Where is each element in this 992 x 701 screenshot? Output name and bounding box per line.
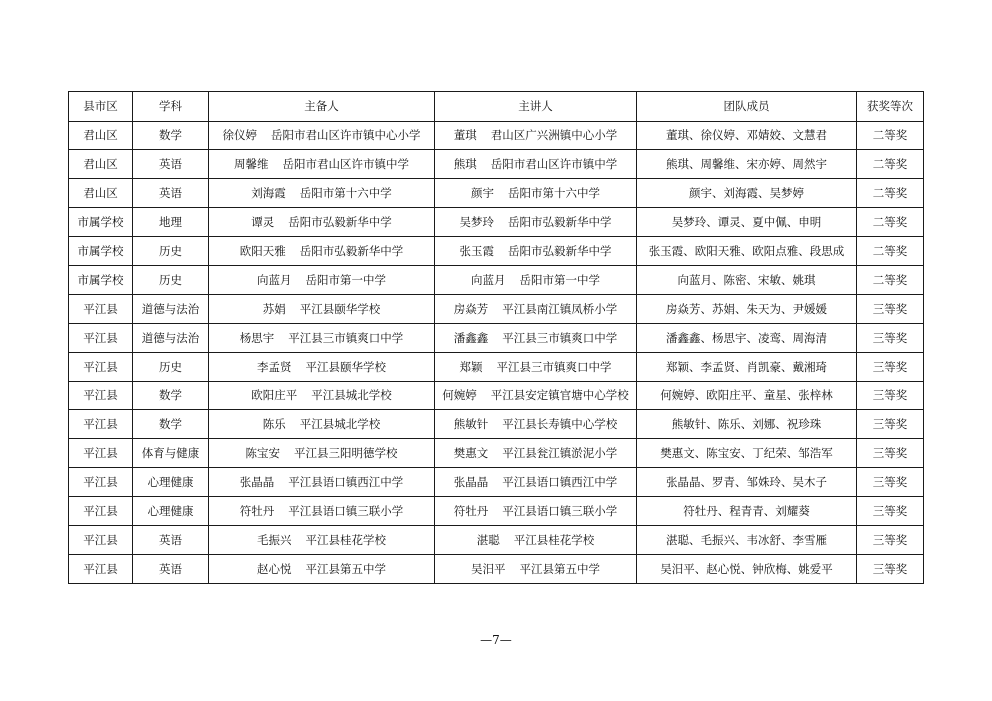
cell-award-level: 三等奖	[857, 525, 924, 554]
cell-lead-speaker-name: 颜宇	[471, 186, 494, 201]
cell-lead-preparer-school: 平江县颐华学校	[299, 301, 381, 316]
cell-lead-speaker	[435, 150, 637, 179]
cell-award-level: 二等奖	[857, 208, 924, 237]
cell-lead-speaker-name: 郑颖	[459, 359, 483, 374]
cell-lead-speaker-name: 吴梦玲	[459, 215, 494, 230]
cell-lead-preparer	[209, 554, 435, 583]
cell-lead-speaker-school: 岳阳市第十六中学	[508, 186, 600, 201]
cell-lead-preparer-name: 张晶晶	[239, 475, 275, 490]
cell-team-members: 张玉霞、欧阳天雅、欧阳点雅、段思成	[637, 237, 857, 266]
cell-subject: 历史	[133, 265, 209, 294]
cell-team-members: 熊敏针、陈乐、刘娜、祝珍珠	[637, 410, 857, 439]
cell-lead-preparer-school: 平江县颐华学校	[305, 359, 386, 374]
cell-county: 平江县	[69, 497, 133, 526]
cell-county: 市属学校	[69, 208, 133, 237]
cell-lead-preparer	[209, 121, 435, 150]
cell-lead-speaker	[435, 468, 637, 497]
table-row	[69, 554, 924, 583]
cell-lead-speaker-name: 符牡丹	[453, 504, 489, 519]
cell-lead-speaker-school: 岳阳市第一中学	[519, 272, 600, 287]
cell-lead-speaker-school: 君山区广兴洲镇中心小学	[490, 128, 618, 143]
cell-lead-preparer-school: 平江县语口镇三联小学	[288, 504, 404, 519]
cell-lead-speaker	[435, 525, 637, 554]
cell-subject: 英语	[133, 525, 209, 554]
cell-team-members: 颜宇、刘海霞、吴梦婷	[637, 179, 857, 208]
cell-subject: 数学	[133, 121, 209, 150]
header-lead-preparer: 主备人	[209, 92, 435, 122]
table-row	[69, 265, 924, 294]
cell-lead-preparer-name: 欧阳天雅	[239, 244, 286, 258]
cell-lead-speaker-name: 房焱芳	[453, 301, 489, 316]
cell-lead-preparer	[209, 410, 435, 439]
cell-lead-speaker	[435, 410, 637, 439]
table-row	[69, 208, 924, 237]
cell-lead-speaker-school: 平江县语口镇西江中学	[502, 475, 618, 490]
cell-team-members: 湛聪、毛振兴、韦冰舒、李雪雁	[637, 525, 857, 554]
cell-lead-speaker-school: 岳阳市君山区许市镇中学	[490, 157, 618, 172]
cell-award-level: 二等奖	[857, 121, 924, 150]
cell-lead-speaker	[435, 439, 637, 468]
cell-award-level: 三等奖	[857, 352, 924, 381]
cell-team-members: 樊惠文、陈宝安、丁纪荣、邹浩军	[637, 439, 857, 468]
cell-team-members: 吴汨平、赵心悦、钟欣梅、姚爱平	[637, 554, 857, 583]
cell-award-level: 二等奖	[857, 265, 924, 294]
cell-lead-speaker	[435, 323, 637, 352]
cell-lead-speaker-school: 岳阳市弘毅新华中学	[508, 244, 612, 258]
cell-lead-preparer-school: 平江县三阳明德学校	[294, 446, 398, 461]
cell-lead-preparer-name: 陈宝安	[245, 446, 280, 461]
cell-lead-preparer-school: 平江县语口镇西江中学	[288, 475, 404, 490]
cell-lead-preparer-name: 李孟贤	[257, 359, 292, 374]
cell-lead-preparer	[209, 265, 435, 294]
cell-lead-speaker-school: 平江县三市镇爽口中学	[496, 359, 612, 374]
cell-lead-speaker	[435, 497, 637, 526]
cell-county: 君山区	[69, 150, 133, 179]
cell-lead-preparer	[209, 237, 435, 266]
cell-lead-preparer	[209, 468, 435, 497]
cell-lead-speaker-name: 董琪	[453, 128, 477, 143]
cell-award-level: 三等奖	[857, 323, 924, 352]
cell-county: 平江县	[69, 410, 133, 439]
cell-lead-speaker-school: 平江县瓮江镇淤泥小学	[502, 446, 618, 461]
cell-lead-preparer-name: 谭灵	[251, 215, 275, 230]
cell-subject: 心理健康	[133, 497, 209, 526]
cell-lead-preparer-school: 岳阳市弘毅新华中学	[288, 215, 392, 230]
cell-lead-preparer	[209, 352, 435, 381]
cell-lead-speaker	[435, 554, 637, 583]
cell-county: 君山区	[69, 179, 133, 208]
cell-lead-speaker-name: 向蓝月	[471, 272, 506, 287]
cell-lead-speaker-name: 熊敏针	[453, 417, 489, 432]
cell-team-members: 向蓝月、陈密、宋敏、姚琪	[637, 265, 857, 294]
cell-county: 平江县	[69, 554, 133, 583]
cell-lead-speaker-name: 张玉霞	[459, 244, 494, 258]
cell-team-members: 董琪、徐仪婷、邓婧姣、文慧君	[637, 121, 857, 150]
cell-subject: 历史	[133, 237, 209, 266]
cell-lead-speaker-school: 平江县安定镇官塘中心学校	[490, 388, 629, 403]
cell-lead-preparer	[209, 439, 435, 468]
cell-team-members: 吴梦玲、谭灵、夏中佩、申明	[637, 208, 857, 237]
cell-lead-preparer	[209, 208, 435, 237]
cell-lead-preparer-name: 周馨维	[234, 157, 269, 172]
table-row	[69, 237, 924, 266]
cell-lead-preparer-name: 赵心悦	[257, 561, 292, 576]
cell-lead-speaker-name: 熊琪	[453, 157, 477, 172]
cell-team-members: 何婉婷、欧阳庄平、童星、张梓林	[637, 381, 857, 410]
cell-subject: 心理健康	[133, 468, 209, 497]
cell-county: 平江县	[69, 352, 133, 381]
cell-county: 平江县	[69, 468, 133, 497]
cell-lead-preparer-name: 欧阳庄平	[251, 388, 298, 403]
cell-team-members: 张晶晶、罗青、邹姝玲、吴木子	[637, 468, 857, 497]
table-row	[69, 150, 924, 179]
header-county: 县市区	[69, 92, 133, 122]
cell-lead-preparer-name: 毛振兴	[257, 532, 292, 547]
cell-lead-speaker-school: 平江县三市镇爽口中学	[502, 330, 618, 345]
cell-team-members: 潘鑫鑫、杨思宇、凌鸾、周海清	[637, 323, 857, 352]
table-header	[69, 92, 924, 122]
page-number: —7—	[480, 633, 512, 647]
header-team-members: 团队成员	[637, 92, 857, 122]
table-row	[69, 352, 924, 381]
cell-county: 市属学校	[69, 237, 133, 266]
cell-county: 平江县	[69, 439, 133, 468]
table-row	[69, 323, 924, 352]
cell-lead-speaker-name: 吴汨平	[471, 561, 506, 576]
cell-lead-speaker-name: 湛聪	[476, 532, 500, 547]
table-body	[69, 121, 924, 583]
cell-lead-speaker-school: 平江县桂花学校	[513, 532, 595, 547]
cell-lead-preparer-name: 杨思宇	[239, 330, 275, 345]
cell-team-members: 符牡丹、程青青、刘耀葵	[637, 497, 857, 526]
cell-lead-speaker-name: 何婉婷	[442, 388, 477, 403]
cell-subject: 数学	[133, 381, 209, 410]
awards-table	[68, 91, 924, 584]
cell-lead-speaker-name: 潘鑫鑫	[453, 330, 489, 345]
cell-lead-speaker-school: 平江县语口镇三联小学	[502, 504, 618, 519]
cell-lead-preparer-school: 岳阳市君山区许市镇中心小学	[271, 128, 421, 143]
cell-subject: 数学	[133, 410, 209, 439]
cell-lead-preparer	[209, 525, 435, 554]
cell-lead-preparer-school: 平江县城北学校	[299, 417, 381, 432]
cell-lead-preparer	[209, 497, 435, 526]
cell-county: 君山区	[69, 121, 133, 150]
cell-lead-preparer-name: 符牡丹	[239, 504, 275, 519]
cell-lead-preparer	[209, 150, 435, 179]
cell-subject: 历史	[133, 352, 209, 381]
cell-county: 平江县	[69, 294, 133, 323]
cell-lead-speaker	[435, 237, 637, 266]
cell-lead-speaker	[435, 208, 637, 237]
cell-lead-preparer-school: 岳阳市君山区许市镇中学	[282, 157, 409, 172]
cell-lead-speaker	[435, 294, 637, 323]
cell-lead-speaker	[435, 265, 637, 294]
cell-subject: 英语	[133, 179, 209, 208]
cell-lead-speaker-school: 岳阳市弘毅新华中学	[508, 215, 612, 230]
header-lead-speaker: 主讲人	[435, 92, 637, 122]
cell-lead-preparer-name: 刘海霞	[251, 186, 286, 201]
cell-lead-preparer-school: 岳阳市第十六中学	[299, 186, 392, 201]
cell-lead-preparer-school: 平江县三市镇爽口中学	[288, 330, 404, 345]
table-row	[69, 468, 924, 497]
cell-award-level: 三等奖	[857, 381, 924, 410]
cell-subject: 道德与法治	[133, 294, 209, 323]
cell-county: 平江县	[69, 323, 133, 352]
cell-award-level: 二等奖	[857, 237, 924, 266]
cell-lead-preparer-school: 平江县第五中学	[305, 561, 386, 576]
cell-award-level: 三等奖	[857, 468, 924, 497]
table-row	[69, 381, 924, 410]
cell-lead-speaker	[435, 179, 637, 208]
cell-lead-preparer-school: 岳阳市弘毅新华中学	[299, 244, 404, 258]
cell-award-level: 三等奖	[857, 497, 924, 526]
cell-lead-speaker-name: 樊惠文	[453, 446, 489, 461]
cell-lead-preparer-name: 苏娟	[262, 301, 286, 316]
table-row	[69, 410, 924, 439]
cell-award-level: 三等奖	[857, 410, 924, 439]
cell-award-level: 三等奖	[857, 294, 924, 323]
cell-lead-preparer-name: 徐仪婷	[222, 128, 257, 143]
cell-subject: 体育与健康	[133, 439, 209, 468]
cell-team-members: 熊琪、周馨维、宋亦婷、周然宇	[637, 150, 857, 179]
table-row	[69, 439, 924, 468]
cell-team-members: 房焱芳、苏娟、朱天为、尹媛媛	[637, 294, 857, 323]
cell-lead-speaker	[435, 352, 637, 381]
cell-award-level: 二等奖	[857, 179, 924, 208]
header-subject: 学科	[133, 92, 209, 122]
table-row	[69, 179, 924, 208]
table-row	[69, 294, 924, 323]
cell-lead-preparer-school: 岳阳市第一中学	[305, 272, 386, 287]
cell-county: 平江县	[69, 381, 133, 410]
cell-lead-preparer	[209, 381, 435, 410]
cell-lead-preparer	[209, 179, 435, 208]
cell-county: 市属学校	[69, 265, 133, 294]
cell-lead-preparer	[209, 294, 435, 323]
table-row	[69, 121, 924, 150]
cell-lead-speaker-name: 张晶晶	[453, 475, 489, 490]
cell-lead-speaker-school: 平江县第五中学	[519, 561, 600, 576]
cell-lead-speaker-school: 平江县南江镇凤桥小学	[502, 301, 618, 316]
cell-lead-preparer-school: 平江县桂花学校	[305, 532, 386, 547]
header-award-level: 获奖等次	[857, 92, 924, 122]
cell-subject: 英语	[133, 554, 209, 583]
cell-lead-preparer-name: 向蓝月	[257, 272, 292, 287]
table-row	[69, 525, 924, 554]
cell-subject: 道德与法治	[133, 323, 209, 352]
table-row	[69, 497, 924, 526]
cell-lead-preparer	[209, 323, 435, 352]
cell-lead-speaker	[435, 381, 637, 410]
cell-subject: 英语	[133, 150, 209, 179]
cell-lead-speaker-school: 平江县长寿镇中心学校	[502, 417, 618, 432]
cell-county: 平江县	[69, 525, 133, 554]
cell-lead-preparer-school: 平江县城北学校	[311, 388, 392, 403]
cell-lead-preparer-name: 陈乐	[262, 417, 286, 432]
cell-award-level: 三等奖	[857, 554, 924, 583]
cell-team-members: 郑颖、李孟贤、肖凯豪、戴湘琦	[637, 352, 857, 381]
header-row	[69, 92, 924, 122]
cell-award-level: 三等奖	[857, 439, 924, 468]
cell-lead-speaker	[435, 121, 637, 150]
cell-subject: 地理	[133, 208, 209, 237]
cell-award-level: 二等奖	[857, 150, 924, 179]
